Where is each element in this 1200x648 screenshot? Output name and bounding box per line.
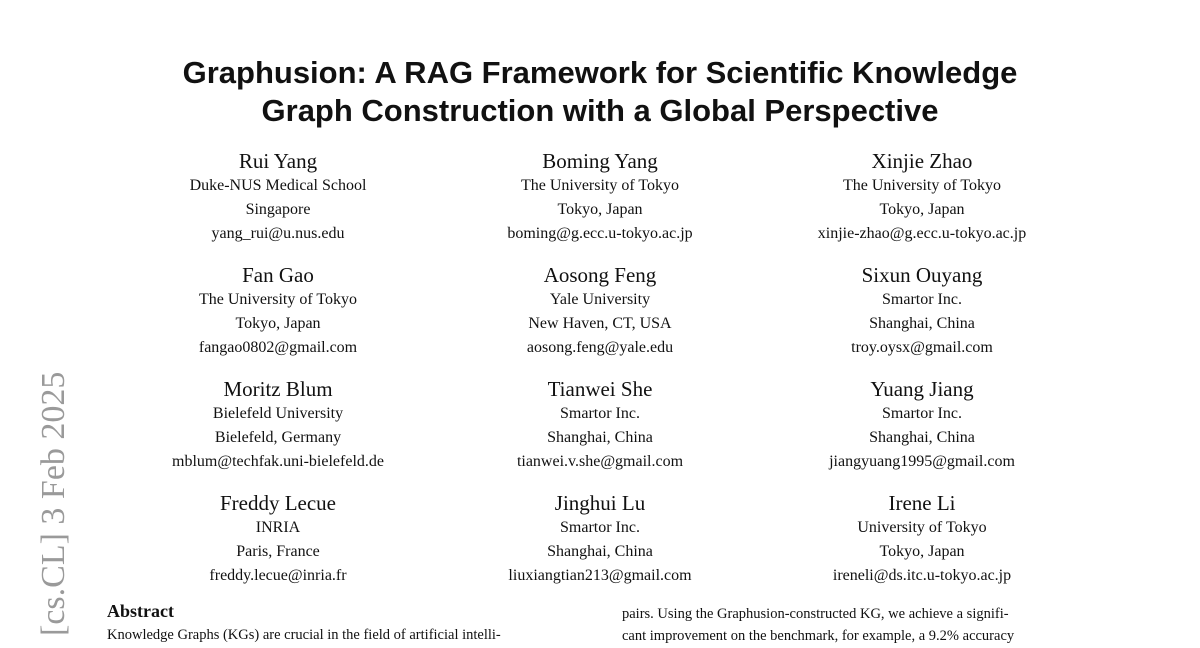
author-name: Yuang Jiang [870,377,974,401]
author-email[interactable]: freddy.lecue@inria.fr [209,567,347,584]
abstract-heading: Abstract [107,601,174,621]
author-location: Tokyo, Japan [557,201,643,218]
author-email[interactable]: xinjie-zhao@g.ecc.u-tokyo.ac.jp [817,225,1027,242]
author-location: Tokyo, Japan [879,543,965,560]
author-affiliation: Smartor Inc. [882,405,962,422]
author-affiliation: Duke-NUS Medical School [189,177,367,194]
author-location: New Haven, CT, USA [528,315,672,332]
author-email[interactable]: aosong.feng@yale.edu [526,339,674,356]
title-line-1: Graphusion: A RAG Framework for Scientific Knowledge [182,55,1018,90]
abstract-text-right [622,603,1102,647]
author-affiliation: Bielefeld University [212,405,344,422]
author-location: Bielefeld, Germany [214,429,342,446]
author-email[interactable]: yang_rui@u.nus.edu [211,225,345,242]
author-name: Tianwei She [547,377,653,401]
author-name: Freddy Lecue [219,491,337,515]
author-name: Aosong Feng [543,263,657,287]
author-email[interactable]: boming@g.ecc.u-tokyo.ac.jp [507,225,693,242]
author-email[interactable]: fangao0802@gmail.com [198,339,358,356]
author-affiliation: Smartor Inc. [560,519,640,536]
author-email[interactable]: liuxiangtian213@gmail.com [508,567,692,584]
author-name: Xinjie Zhao [871,149,973,173]
author-affiliation: Smartor Inc. [560,405,640,422]
author-block [440,262,760,360]
author-affiliation: The University of Tokyo [198,291,358,308]
author-email[interactable]: mblum@techfak.uni-bielefeld.de [172,453,384,470]
author-location: Paris, France [236,543,320,560]
author-block [762,490,1082,588]
author-email[interactable]: tianwei.v.she@gmail.com [516,453,684,470]
author-location: Shanghai, China [869,315,975,332]
author-affiliation: Yale University [549,291,651,308]
author-block [440,148,760,246]
author-location: Shanghai, China [547,429,653,446]
author-affiliation: The University of Tokyo [842,177,1002,194]
author-name: Sixun Ouyang [861,263,983,287]
author-block [762,262,1082,360]
author-affiliation: University of Tokyo [857,519,987,536]
author-block [118,262,438,360]
arxiv-stamp [28,320,72,640]
author-block [118,490,438,588]
abstract-right-line-2: cant improvement on the benchmark, for example, a 9.2% accuracy [622,628,1015,644]
author-affiliation: The University of Tokyo [520,177,680,194]
author-email[interactable]: jiangyuang1995@gmail.com [829,453,1015,470]
author-affiliation: Smartor Inc. [882,291,962,308]
author-location: Shanghai, China [547,543,653,560]
author-name: Fan Gao [242,263,314,287]
abstract-right-line-1: pairs. Using the Graphusion-constructed KG, we achieve a signifi- [622,606,1009,622]
author-location: Shanghai, China [869,429,975,446]
author-name: Jinghui Lu [554,491,646,515]
author-location: Tokyo, Japan [235,315,321,332]
author-block [440,376,760,474]
author-block [118,148,438,246]
author-location: Singapore [245,201,311,218]
author-name: Irene Li [888,491,956,515]
abstract-text-left: Knowledge Graphs (KGs) are crucial in the field of artificial intelli- [107,627,501,643]
author-name: Moritz Blum [223,377,333,401]
author-name: Rui Yang [238,149,318,173]
author-block [762,148,1082,246]
author-name: Boming Yang [542,149,658,173]
author-affiliation: INRIA [255,519,301,536]
author-block [118,376,438,474]
author-location: Tokyo, Japan [879,201,965,218]
arxiv-stamp-text: [cs.CL] 3 Feb 2025 [35,371,72,636]
title-line-2: Graph Construction with a Global Perspective [261,93,939,128]
author-block [440,490,760,588]
author-block [762,376,1082,474]
author-email[interactable]: ireneli@ds.itc.u-tokyo.ac.jp [832,567,1012,584]
paper-title [100,54,1100,130]
author-email[interactable]: troy.oysx@gmail.com [851,339,993,356]
